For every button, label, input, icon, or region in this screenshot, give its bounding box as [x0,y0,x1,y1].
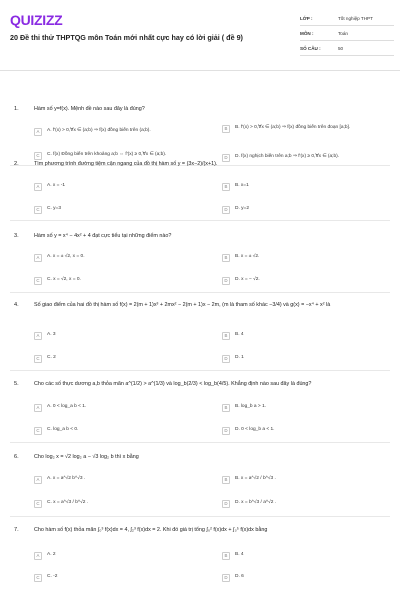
question-number: 1. [14,106,19,112]
question-divider [10,292,390,293]
option-a[interactable] [34,183,210,191]
option-key-box: B [222,404,230,412]
meta-table [300,11,394,56]
option-key-box: D [222,206,230,214]
option-c[interactable] [34,500,210,508]
option-b[interactable] [222,476,396,484]
option-c[interactable] [34,277,210,285]
option-c[interactable] [34,152,210,160]
question-text: Cho hàm số f(x) thỏa mãn ∫₀³ f(x)dx = 4, ∫₂³ f(x)dx = 2. Khi đó giá trị tổng ∫₀² f(x)dx + ∫₃⁵ f(x)dx bằng [34,527,268,533]
worksheet-header [0,0,400,70]
option-text: B. x=1 [235,183,249,188]
header-divider [0,70,400,71]
option-text: D. y=2 [235,206,249,211]
option-text: A. f′(x) > 0,∀x ∈ (a;b) ⇒ f(x) đồng biến trên (a;b). [47,128,151,133]
option-d[interactable] [222,427,396,435]
question-text: Cho các số thực dương a,b thỏa mãn a^(1/2) > a^(1/3) và log_b(2/3) < log_b(4/5). Khẳng định nào sau đây là đúng? [34,381,312,387]
option-c[interactable] [34,206,210,214]
option-b[interactable] [222,332,396,340]
option-text: D. 1 [235,355,244,360]
option-c[interactable] [34,427,210,435]
option-b[interactable] [222,254,396,262]
meta-label: LỚP : [300,15,313,21]
option-text: A. 3 [47,332,56,337]
option-key-box: A [34,332,42,340]
question-text: Số giao điểm của hai đồ thị hàm số f(x) = 2(m + 1)x³ + 2mx² − 2(m + 1)x − 2m, (m là tham số khác −3/4) và g(x) = −x⁴ + x² là [34,302,331,308]
option-d[interactable] [222,500,396,508]
question-number: 7. [14,527,19,533]
option-d[interactable] [222,574,396,582]
question-number: 6. [14,454,19,460]
option-b[interactable] [222,552,396,560]
meta-label: MÔN : [300,30,314,36]
option-key-box: A [34,183,42,191]
meta-row-subject [300,26,394,41]
option-key-box: B [222,254,230,262]
question-number: 4. [14,302,19,308]
option-key-box: A [34,552,42,560]
meta-value: Tốt nghiệp THPT [338,15,373,21]
option-text: C. x = √2, x = 0. [47,277,81,282]
question-number: 5. [14,381,19,387]
meta-label: SỐ CÂU : [300,45,321,51]
option-d[interactable] [222,277,396,285]
option-text: D. 6 [235,574,244,579]
quizizz-logo: QUIZIZZ [10,12,63,28]
option-text: D. x = − √2. [235,277,260,282]
page-title: 20 Đề thi thử THPTQG môn Toán mới nhất cực hay có lời giải ( đề 9) [10,33,243,42]
option-text: D. 0 < log_b a < 1. [235,427,275,432]
option-key-box: A [34,128,42,136]
option-b[interactable] [222,404,396,412]
option-key-box: B [222,552,230,560]
option-a[interactable] [34,404,210,412]
option-a[interactable] [34,128,210,136]
meta-value: 50 [338,45,344,51]
option-text: C. 2 [47,355,56,360]
option-d[interactable] [222,206,396,214]
question-divider [10,516,390,517]
meta-row-class [300,11,394,26]
option-key-box: C [34,152,42,160]
option-a[interactable] [34,254,210,262]
option-a[interactable] [34,332,210,340]
option-key-box: B [222,125,230,133]
option-c[interactable] [34,355,210,363]
option-text: C. log_a b < 0. [47,427,79,432]
option-text: B. x = ± √2. [235,254,260,259]
option-text: B. log_b a > 1. [235,404,267,409]
option-text: A. x = -1 [47,183,65,188]
question-text: Tìm phương trình đường tiệm cận ngang của đồ thị hàm số y = (3x−2)/(x+1). [34,161,218,167]
question-text: Hàm số y=f(x). Mệnh đề nào sau đây là đúng? [34,106,145,112]
option-text: A. 2 [47,552,56,557]
option-key-box: C [34,427,42,435]
option-text: A. 0 < log_a b < 1. [47,404,87,409]
option-key-box: D [222,500,230,508]
option-key-box: B [222,476,230,484]
option-text: C. x = a^√3 / b^√2 . [47,500,89,505]
option-key-box: A [34,404,42,412]
option-key-box: C [34,277,42,285]
option-text: A. x = a^√2 b^√3 . [47,476,86,481]
option-text: D. x = b^√3 / a^√2 . [235,500,277,505]
meta-value: Toán [338,30,348,36]
option-text: C. f(x) Đồng biến trên khoảng a;b ⇔ f′(x) ≥ 0,∀x ∈ (a;b). [47,152,167,157]
option-key-box: D [222,154,230,162]
option-key-box: D [222,427,230,435]
option-text: B. 4 [235,332,244,337]
question-divider [10,220,390,221]
option-text: C. -2 [47,574,58,579]
question-divider [10,442,390,443]
option-a[interactable] [34,476,210,484]
option-key-box: C [34,355,42,363]
option-d[interactable] [222,355,396,363]
option-key-box: C [34,206,42,214]
option-key-box: D [222,277,230,285]
option-key-box: A [34,476,42,484]
option-text: C. y=3 [47,206,61,211]
option-a[interactable] [34,552,210,560]
option-key-box: D [222,574,230,582]
option-b[interactable] [222,125,396,133]
question-number: 3. [14,233,19,239]
option-key-box: C [34,500,42,508]
option-key-box: C [34,574,42,582]
option-c[interactable] [34,574,210,582]
option-key-box: D [222,355,230,363]
option-text: B. 4 [235,552,244,557]
option-text: D. f(x) nghịch biến trên a;b ⇒ f′(x) ≥ 0,∀x ∈ (a;b). [235,154,340,159]
question-text: Hàm số y = x⁴ − 4x² + 4 đạt cực tiểu tại những điểm nào? [34,233,172,239]
question-number: 2. [14,161,19,167]
option-key-box: B [222,183,230,191]
question-text: Cho log₂ x = √2 log₂ a − √3 log₂ b thì x bằng [34,454,139,460]
option-text: B. f′(x) > 0,∀x ∈ (a;b) ⇒ f(x) đồng biến trên đoạn [a;b]. [235,125,351,130]
question-divider [10,370,390,371]
option-key-box: B [222,332,230,340]
option-key-box: A [34,254,42,262]
meta-row-count [300,41,394,56]
option-text: B. x = a^√2 / b^√3 . [235,476,276,481]
option-b[interactable] [222,183,396,191]
option-text: A. x = ± √2, x = 0. [47,254,85,259]
